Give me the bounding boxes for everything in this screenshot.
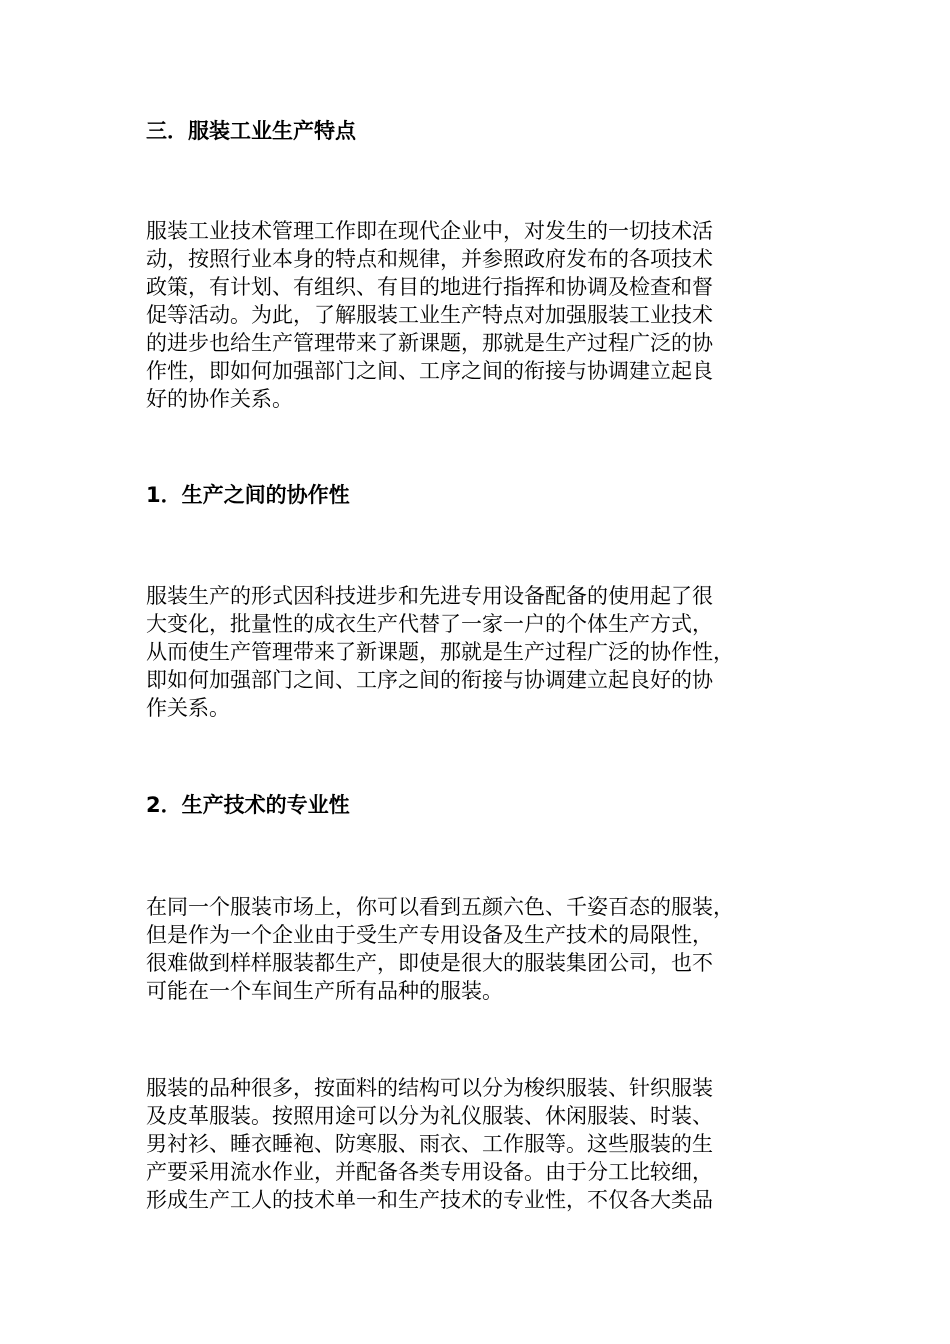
- paragraph-line: 服装生产的形式因科技进步和先进专用设备配备的使用起了很: [146, 584, 713, 608]
- paragraph-line: 作关系。: [146, 696, 230, 720]
- section-heading-2: 2．生产技术的专业性: [146, 793, 350, 817]
- paragraph-line: 形成生产工人的技术单一和生产技术的专业性，不仅各大类品: [146, 1188, 713, 1212]
- paragraph-line: 男衬衫、睡衣睡袍、防寒服、雨衣、工作服等。这些服装的生: [146, 1132, 713, 1156]
- paragraph-line: 很难做到样样服装都生产，即使是很大的服装集团公司，也不: [146, 951, 713, 975]
- paragraph-line: 大变化，批量性的成衣生产代替了一家一户的个体生产方式，: [146, 612, 713, 636]
- paragraph-line: 产要采用流水作业，并配备各类专用设备。由于分工比较细，: [146, 1160, 713, 1184]
- paragraph-line: 即如何加强部门之间、工序之间的衔接与协调建立起良好的协: [146, 668, 713, 692]
- paragraph-line: 从而使生产管理带来了新课题，那就是生产过程广泛的协作性，: [146, 640, 734, 664]
- paragraph-line: 但是作为一个企业由于受生产专用设备及生产技术的局限性，: [146, 923, 713, 947]
- paragraph-line: 动，按照行业本身的特点和规律，并参照政府发布的各项技术: [146, 247, 713, 271]
- paragraph-line: 可能在一个车间生产所有品种的服装。: [146, 979, 503, 1003]
- section-heading-1: 1．生产之间的协作性: [146, 483, 350, 507]
- paragraph-section-3: [146, 217, 806, 413]
- paragraph-line: 在同一个服装市场上，你可以看到五颜六色、千姿百态的服装，: [146, 895, 734, 919]
- paragraph-section-2a: [146, 893, 806, 1005]
- paragraph-line: 及皮革服装。按照用途可以分为礼仪服装、休闲服装、时装、: [146, 1104, 713, 1128]
- paragraph-line: 服装工业技术管理工作即在现代企业中，对发生的一切技术活: [146, 219, 713, 243]
- paragraph-line: 好的协作关系。: [146, 387, 293, 411]
- paragraph-line: 的进步也给生产管理带来了新课题，那就是生产过程广泛的协: [146, 331, 713, 355]
- paragraph-line: 服装的品种很多，按面料的结构可以分为梭织服装、针织服装: [146, 1076, 713, 1100]
- paragraph-section-1: [146, 582, 806, 722]
- paragraph-line: 政策，有计划、有组织、有目的地进行指挥和协调及检查和督: [146, 275, 713, 299]
- paragraph-line: 促等活动。为此，了解服装工业生产特点对加强服装工业技术: [146, 303, 713, 327]
- section-heading-3: 三．服装工业生产特点: [146, 119, 356, 143]
- paragraph-line: 作性，即如何加强部门之间、工序之间的衔接与协调建立起良: [146, 359, 713, 383]
- paragraph-section-2b: [146, 1074, 806, 1214]
